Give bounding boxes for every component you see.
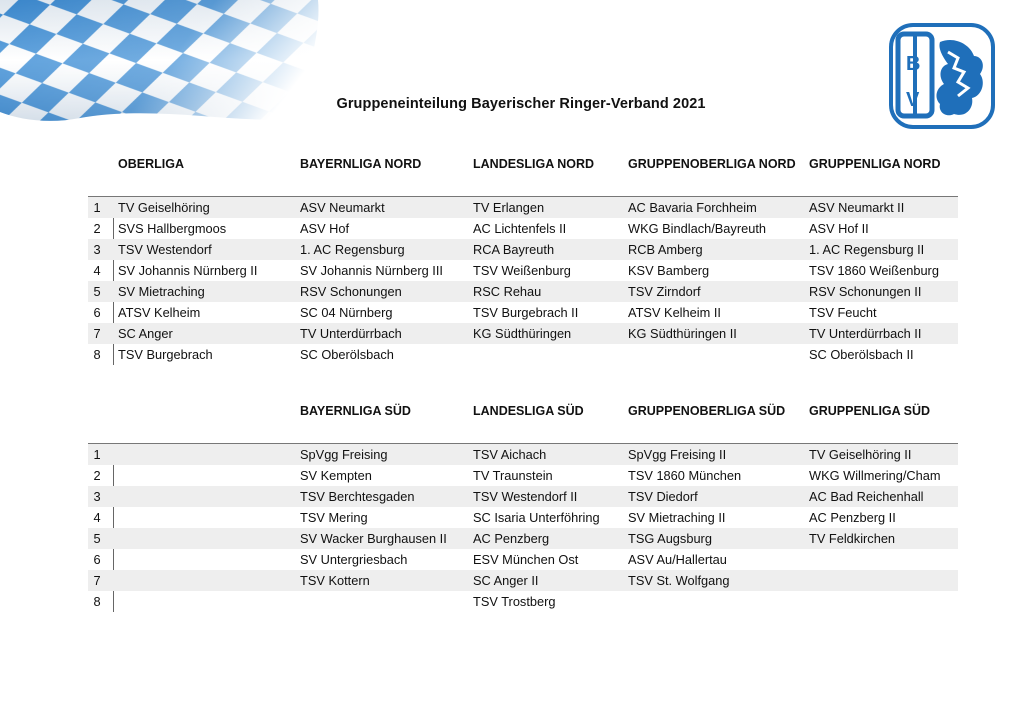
team-cell: SC Oberölsbach <box>300 347 394 362</box>
table-row <box>88 239 958 260</box>
row-number: 5 <box>93 284 101 299</box>
team-cell: ASV Au/Hallertau <box>628 552 727 567</box>
table-row <box>88 444 958 465</box>
table-row <box>88 323 958 344</box>
team-cell: TSV St. Wolfgang <box>628 573 730 588</box>
team-cell: TSV Kottern <box>300 573 370 588</box>
svg-text:B: B <box>906 53 921 75</box>
team-cell: TV Unterdürrbach <box>300 326 402 341</box>
table-row <box>88 197 958 218</box>
team-cell: ASV Hof II <box>809 221 869 236</box>
table-row <box>88 591 958 612</box>
team-cell: RCB Amberg <box>628 242 703 257</box>
team-cell: RSV Schonungen II <box>809 284 922 299</box>
team-cell: ASV Neumarkt II <box>809 200 905 215</box>
header-oberliga: OBERLIGA <box>118 157 184 171</box>
team-cell: SC Anger II <box>473 573 539 588</box>
header-gruppenliga-sued: GRUPPENLIGA SÜD <box>809 404 931 418</box>
team-cell: SV Untergriesbach <box>300 552 408 567</box>
team-cell: TSV Diedorf <box>628 489 698 504</box>
row-number: 1 <box>93 447 101 462</box>
team-cell: TSV Burgebrach II <box>473 305 579 320</box>
team-cell: SV Kempten <box>300 468 372 483</box>
table-row <box>88 344 958 365</box>
header-bayernliga-nord: BAYERNLIGA NORD <box>300 157 422 171</box>
table-row <box>88 549 958 570</box>
team-cell: TSV 1860 München <box>628 468 742 483</box>
row-number: 5 <box>93 531 101 546</box>
sued-table <box>88 444 958 612</box>
team-cell: ASV Neumarkt <box>300 200 385 215</box>
row-number: 4 <box>93 510 101 525</box>
team-cell: TV Geiselhöring <box>118 200 210 215</box>
table-row <box>88 302 958 323</box>
team-cell: SC 04 Nürnberg <box>300 305 393 320</box>
team-cell: TSV Zirndorf <box>628 284 701 299</box>
team-cell: SpVgg Freising <box>300 447 388 462</box>
team-cell: SV Johannis Nürnberg III <box>300 263 443 278</box>
header-gruppenoberliga-sued: GRUPPENOBERLIGA SÜD <box>628 404 786 418</box>
team-cell: 1. AC Regensburg II <box>809 242 925 257</box>
team-cell: SVS Hallbergmoos <box>118 221 227 236</box>
row-number: 7 <box>93 573 101 588</box>
page-title: Gruppeneinteilung Bayerischer Ringer-Verband 2021 <box>336 96 706 112</box>
team-cell: KSV Bamberg <box>628 263 710 278</box>
team-cell: KG Südthüringen II <box>628 326 737 341</box>
header-gruppenoberliga-nord: GRUPPENOBERLIGA NORD <box>628 157 796 171</box>
team-cell: KG Südthüringen <box>473 326 572 341</box>
svg-text:V: V <box>906 89 920 111</box>
team-cell: RSV Schonungen <box>300 284 402 299</box>
team-cell: TSV Burgebrach <box>118 347 213 362</box>
table-row <box>88 570 958 591</box>
team-cell: SV Johannis Nürnberg II <box>118 263 258 278</box>
table-row <box>88 281 958 302</box>
header-landesliga-nord: LANDESLIGA NORD <box>473 157 595 171</box>
row-number: 1 <box>93 200 101 215</box>
row-number: 2 <box>93 468 101 483</box>
team-cell: SC Oberölsbach II <box>809 347 914 362</box>
team-cell: TSV Berchtesgaden <box>300 489 415 504</box>
table-row <box>88 486 958 507</box>
team-cell: ATSV Kelheim <box>118 305 201 320</box>
team-cell: SV Wacker Burghausen II <box>300 531 447 546</box>
row-number: 8 <box>93 347 101 362</box>
team-cell: TSV 1860 Weißenburg <box>809 263 939 278</box>
team-cell: TV Unterdürrbach II <box>809 326 922 341</box>
team-cell: TV Feldkirchen <box>809 531 896 546</box>
team-cell: TV Traunstein <box>473 468 553 483</box>
table-row <box>88 507 958 528</box>
team-cell: TV Geiselhöring II <box>809 447 912 462</box>
team-cell: SpVgg Freising II <box>628 447 727 462</box>
team-cell: SC Anger <box>118 326 173 341</box>
team-cell: WKG Bindlach/Bayreuth <box>628 221 766 236</box>
team-cell: ATSV Kelheim II <box>628 305 721 320</box>
row-number: 2 <box>93 221 101 236</box>
team-cell: WKG Willmering/Cham <box>809 468 941 483</box>
team-cell: SV Mietraching II <box>628 510 726 525</box>
row-number: 7 <box>93 326 101 341</box>
team-cell: AC Bavaria Forchheim <box>628 200 757 215</box>
table-row <box>88 528 958 549</box>
team-cell: SC Isaria Unterföhring <box>473 510 600 525</box>
team-cell: TV Erlangen <box>473 200 545 215</box>
table-row <box>88 218 958 239</box>
team-cell: AC Bad Reichenhall <box>809 489 924 504</box>
team-cell: ASV Hof <box>300 221 350 236</box>
team-cell: TSV Mering <box>300 510 368 525</box>
team-cell: AC Lichtenfels II <box>473 221 567 236</box>
row-number: 8 <box>93 594 101 609</box>
team-cell: 1. AC Regensburg <box>300 242 405 257</box>
nord-table <box>88 197 958 365</box>
row-number: 3 <box>93 242 101 257</box>
team-cell: AC Penzberg II <box>809 510 896 525</box>
team-cell: SV Mietraching <box>118 284 205 299</box>
team-cell: TSV Westendorf II <box>473 489 578 504</box>
team-cell: TSV Westendorf <box>118 242 212 257</box>
row-number: 6 <box>93 552 101 567</box>
header-gruppenliga-nord: GRUPPENLIGA NORD <box>809 157 941 171</box>
brv-logo <box>888 22 996 130</box>
team-cell: RCA Bayreuth <box>473 242 555 257</box>
table-row <box>88 260 958 281</box>
team-cell: RSC Rehau <box>473 284 542 299</box>
team-cell: TSV Feucht <box>809 305 877 320</box>
table-row <box>88 465 958 486</box>
team-cell: TSV Trostberg <box>473 594 556 609</box>
header-bayernliga-sued: BAYERNLIGA SÜD <box>300 404 411 418</box>
team-cell: TSV Weißenburg <box>473 263 571 278</box>
team-cell: TSV Aichach <box>473 447 547 462</box>
row-number: 3 <box>93 489 101 504</box>
team-cell: AC Penzberg <box>473 531 550 546</box>
team-cell: ESV München Ost <box>473 552 579 567</box>
team-cell: TSG Augsburg <box>628 531 712 546</box>
row-number: 4 <box>93 263 101 278</box>
row-number: 6 <box>93 305 101 320</box>
header-landesliga-sued: LANDESLIGA SÜD <box>473 404 584 418</box>
